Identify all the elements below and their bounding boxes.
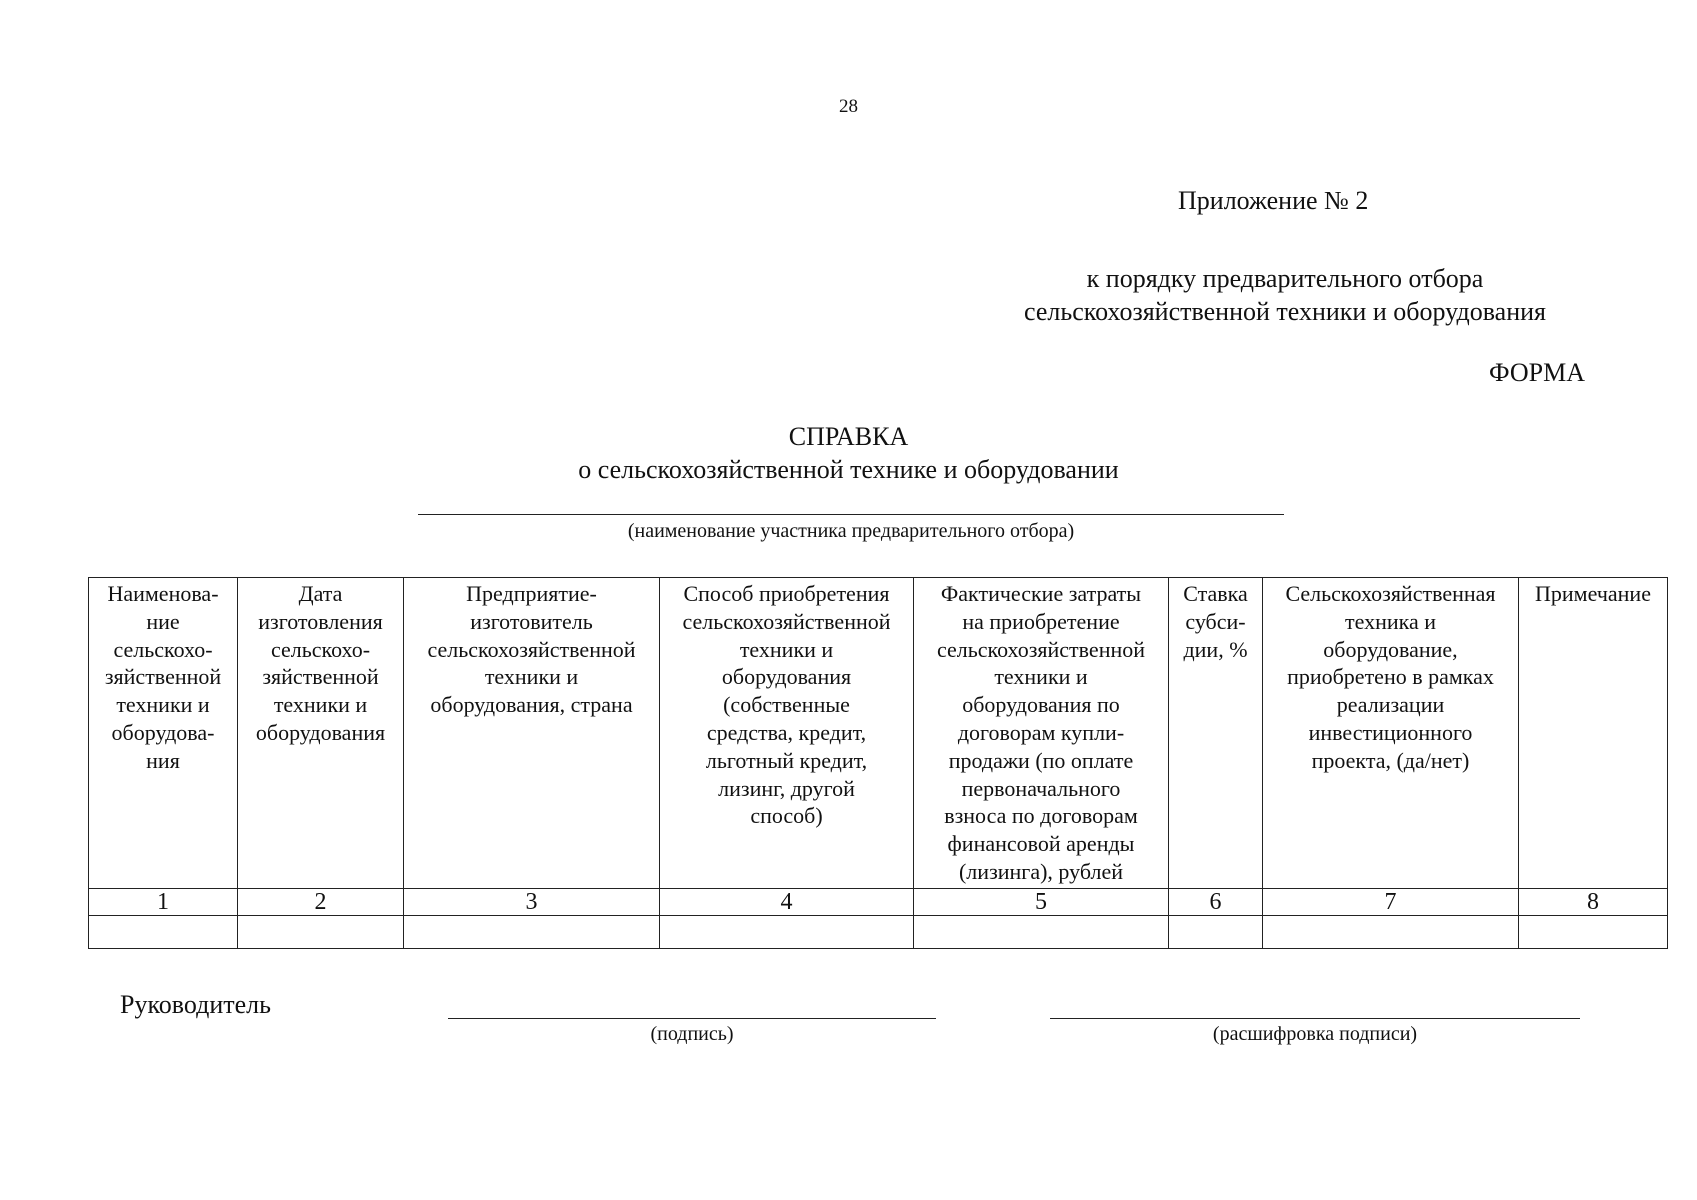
header-line: Фактические затраты — [940, 581, 1142, 606]
equipment-table — [88, 577, 1668, 949]
signature-decode-caption: (расшифровка подписи) — [1212, 1023, 1418, 1045]
header-cell — [1263, 578, 1519, 889]
empty-cell — [660, 916, 914, 949]
header-line: финансовой аренды — [947, 831, 1135, 857]
header-line: техники и — [994, 664, 1088, 690]
header-line: сельскохозяйственной — [427, 636, 636, 662]
header-line: Сельскохозяйственная — [1285, 581, 1496, 606]
header-line: (собственные — [723, 692, 850, 718]
header-line: (лизинга), рублей — [958, 858, 1123, 884]
header-line: изготовления — [258, 608, 383, 634]
page-number: 28 — [839, 96, 858, 117]
form-label: ФОРМА — [1489, 358, 1585, 387]
header-line: оборудование, — [1323, 636, 1458, 662]
appendix-subtitle — [990, 262, 1580, 328]
header-line: проекта, (да/нет) — [1311, 747, 1470, 773]
header-line: ния — [146, 747, 180, 773]
document-subtitle: о сельскохозяйственной технике и оборудовании — [578, 455, 1119, 484]
header-line: реализации — [1336, 692, 1445, 718]
header-line: способ) — [750, 803, 823, 829]
appendix-subtitle-line: сельскохозяйственной техники и оборудования — [1024, 297, 1546, 326]
document-title: СПРАВКА — [788, 422, 909, 451]
signature-caption: (подпись) — [650, 1023, 734, 1045]
empty-cell — [1263, 916, 1519, 949]
header-line: техники и — [116, 692, 210, 718]
column-number: 6 — [1169, 889, 1263, 916]
participant-caption: (наименование участника предварительного отбора) — [627, 520, 1075, 542]
header-line: лизинг, другой — [718, 775, 855, 801]
header-line: Наименова- — [107, 581, 219, 606]
header-line: ние — [146, 608, 180, 634]
table-header-row — [89, 578, 1668, 889]
signature-label: Руководитель — [120, 990, 271, 1019]
header-line: оборудования — [255, 719, 386, 745]
header-line: сельскохозяйственной — [936, 636, 1146, 662]
header-line: дии, % — [1183, 636, 1248, 662]
column-number-row — [89, 889, 1668, 916]
header-line: льготный кредит, — [705, 747, 868, 773]
header-cell — [1519, 578, 1668, 889]
empty-cell — [238, 916, 404, 949]
header-line: оборудования — [721, 664, 852, 690]
header-line: сельскохо- — [270, 636, 371, 662]
header-line: Предприятие- — [466, 581, 597, 606]
header-line: Ставка — [1183, 581, 1248, 606]
header-line: сельскохо- — [113, 636, 213, 662]
empty-cell — [1169, 916, 1263, 949]
header-cell — [404, 578, 660, 889]
header-cell — [89, 578, 238, 889]
table-row — [89, 916, 1668, 949]
signature-decode-line — [1050, 1018, 1580, 1019]
header-cell — [660, 578, 914, 889]
header-line: инвестиционного — [1308, 719, 1473, 745]
header-line: оборудования, страна — [430, 692, 633, 718]
column-number: 5 — [914, 889, 1169, 916]
header-line: договорам купли- — [957, 719, 1125, 745]
header-cell — [914, 578, 1169, 889]
column-number: 1 — [89, 889, 238, 916]
participant-name-line — [418, 514, 1284, 515]
header-line: оборудова- — [111, 719, 215, 745]
column-number: 7 — [1263, 889, 1519, 916]
header-line: Способ приобретения — [683, 581, 890, 606]
header-line: техника и — [1344, 608, 1437, 634]
header-line: изготовитель — [470, 608, 593, 634]
column-number: 3 — [404, 889, 660, 916]
header-line: продажи (по оплате — [948, 747, 1134, 773]
header-line: техники и — [273, 692, 368, 718]
header-line: на приобретение — [962, 608, 1120, 634]
signature-line — [448, 1018, 936, 1019]
header-line: сельскохозяйственной — [682, 608, 891, 634]
header-line: техники и — [739, 636, 834, 662]
appendix-subtitle-line: к порядку предварительного отбора — [1086, 264, 1484, 293]
empty-cell — [1519, 916, 1668, 949]
header-cell — [1169, 578, 1263, 889]
column-number: 2 — [238, 889, 404, 916]
column-number: 4 — [660, 889, 914, 916]
appendix-title: Приложение № 2 — [1178, 186, 1369, 215]
header-cell — [238, 578, 404, 889]
header-line: Дата — [298, 581, 343, 606]
header-line: техники и — [484, 664, 579, 690]
header-line: оборудования по — [962, 692, 1120, 718]
empty-cell — [89, 916, 238, 949]
empty-cell — [914, 916, 1169, 949]
column-number: 8 — [1519, 889, 1668, 916]
header-line: Примечание — [1535, 581, 1651, 606]
header-line: зяйственной — [104, 664, 222, 690]
header-line: приобретено в рамках — [1287, 664, 1494, 690]
header-line: взноса по договорам — [944, 803, 1138, 829]
header-line: средства, кредит, — [706, 719, 867, 745]
header-line: зяйственной — [262, 664, 379, 690]
header-line: субси- — [1185, 608, 1246, 634]
empty-cell — [404, 916, 660, 949]
header-line: первоначального — [961, 775, 1121, 801]
